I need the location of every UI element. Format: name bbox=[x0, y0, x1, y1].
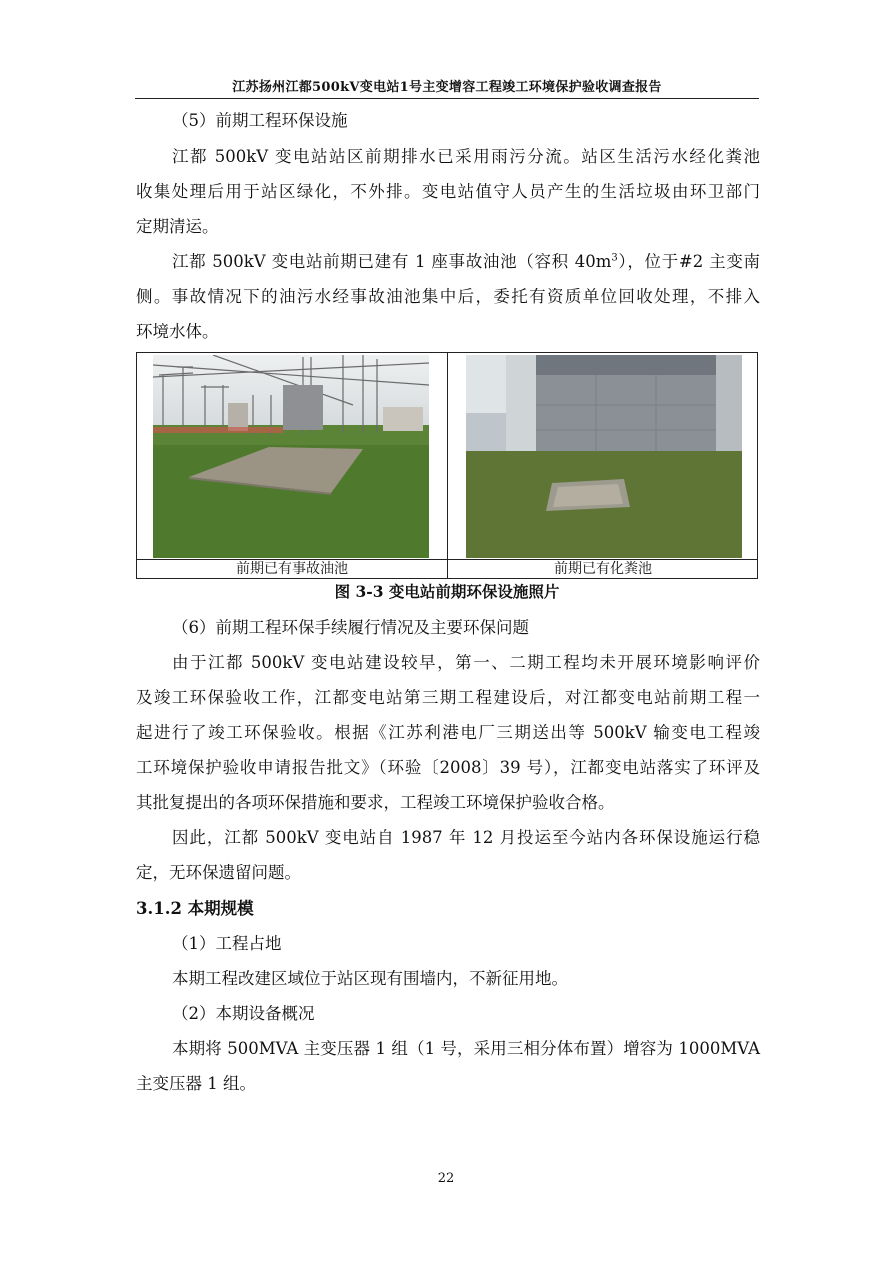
section-5-heading: （5）前期工程环保设施 bbox=[172, 111, 348, 130]
section-3-1-2-heading: 3.1.2 本期规模 bbox=[136, 899, 254, 918]
subsection-2-text: 本期将 500MVA 主变压器 1 组（1 号，采用三相分体布置）增容为 1000MVA 主变压器 1 组。 bbox=[136, 1039, 760, 1093]
table-divider-vertical bbox=[447, 353, 448, 578]
page-number: 22 bbox=[437, 1171, 455, 1186]
section-6-heading: （6）前期工程环保手续履行情况及主要环保问题 bbox=[172, 618, 529, 637]
section-6-paragraph-1: 由于江都 500kV 变电站建设较早，第一、二期工程均未开展环境影响评价 及竣工环保验收工作，江都变电站第三期工程建设后，对江都变电站前期工程一 起进行了竣工环保验收。根据《江苏利港电厂三期送出等 500kV 输变电工程竣 工环境保护验收申请报告批文》（环验〔2008〕39 号），江都变电站落实了环评及 其批复提出的各项环保措施和要求，工程竣工环境保护验收合格。 bbox=[136, 653, 760, 812]
header-rule bbox=[135, 98, 759, 99]
right-photo-caption: 前期已有化粪池 bbox=[554, 561, 652, 577]
subsection-1-text: 本期工程改建区域位于站区现有围墙内，不新征用地。 bbox=[172, 969, 568, 988]
figure-title: 图 3-3 变电站前期环保设施照片 bbox=[334, 582, 560, 601]
accident-oil-pool-photo bbox=[153, 355, 429, 558]
left-photo-caption: 前期已有事故油池 bbox=[236, 561, 348, 577]
septic-tank-photo bbox=[466, 355, 742, 558]
section-5-paragraph-1: 江都 500kV 变电站站区前期排水已采用雨污分流。站区生活污水经化粪池 收集处理后用于站区绿化，不外排。变电站值守人员产生的生活垃圾由环卫部门 定期清运。 bbox=[136, 147, 760, 236]
section-5-paragraph-2: 江都 500kV 变电站前期已建有 1 座事故油池（容积 $40m^3$），位于#2 主变南 侧。事故情况下的油污水经事故油池集中后，委托有资质单位回收处理，不排入 环境水体。 bbox=[136, 252, 760, 341]
figure-photo-table bbox=[136, 352, 758, 579]
section-6-paragraph-2: 因此，江都 500kV 变电站自 1987 年 12 月投运至今站内各环保设施运行稳 定，无环保遗留问题。 bbox=[136, 828, 760, 882]
subsection-2-heading: （2）本期设备概况 bbox=[172, 1004, 315, 1023]
subsection-1-heading: （1）工程占地 bbox=[172, 934, 282, 953]
running-header: 江苏扬州江都500kV变电站1号主变增容工程竣工环境保护验收调查报告 bbox=[232, 80, 662, 95]
